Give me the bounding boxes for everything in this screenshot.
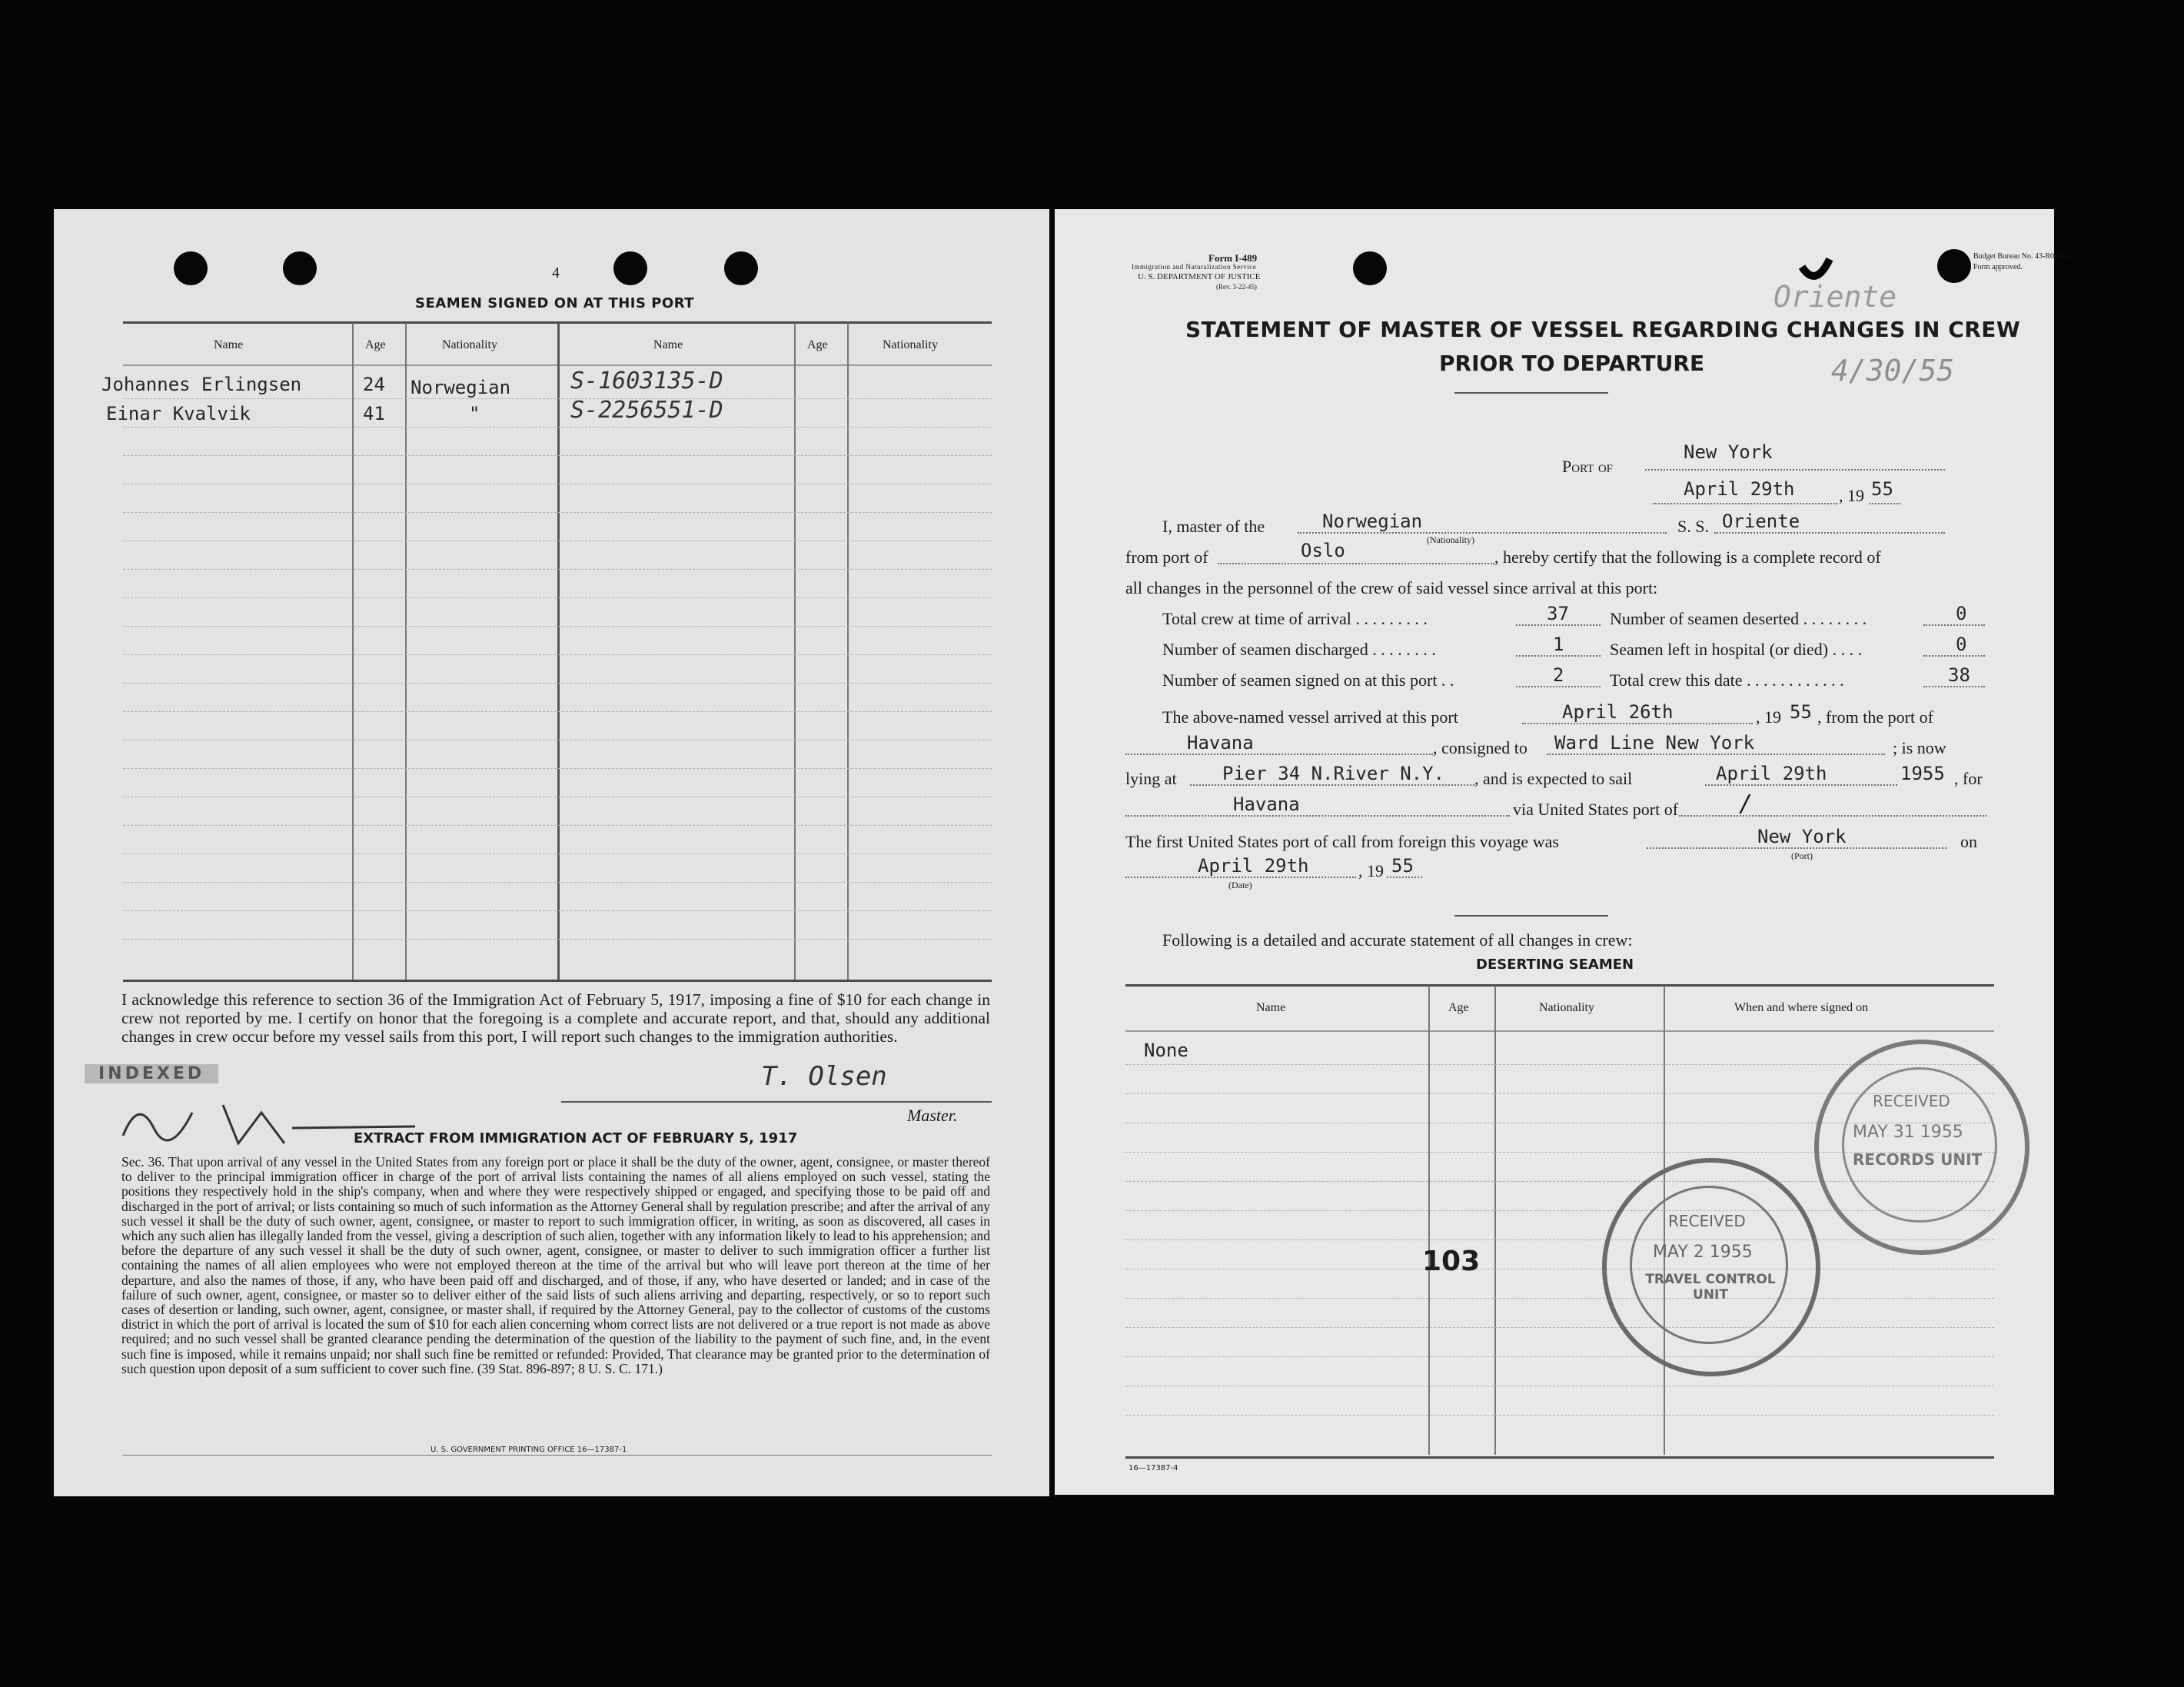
year-prefix: , 19 [1839,486,1864,505]
year-line [1870,503,1900,504]
seaman-document-number: S-2256551-D [570,397,723,424]
hospital-line [1923,655,1985,657]
row-rule [123,768,992,769]
total-arrival-line [1516,624,1601,626]
col-header-nationality: Nationality [442,338,497,351]
form-number: Form I-489 [1208,252,1258,264]
crew-age: 41 [363,403,385,424]
col-header-nationality: Nationality [883,338,938,351]
first-port-label: The first United States port of call from foreign this voyage was [1125,832,1559,851]
signed-on-line [1516,686,1601,687]
col-divider [1428,986,1430,1455]
extract-text: Sec. 36. That upon arrival of any vessel in the United States from any foreign port or place it shall be the duty of the owner, agent, consignee, or master thereof to deliver to the principal immigration officer in charge of the port of arrival lists containing the names of all aliens employed on such vessel, stating the positions they respectively hold in the ship's company, when and where they were respectively shipped or engaged, and specifying those to be paid off and discharged in the port of arrival; or lists containing so much of such information as the Attorney General shall by regulation prescribe; and after the arrival of any such vessel it shall be the duty of such owner, agent, consignee, or master to report to such immigration officer, in writing, as soon as discovered, all cases in which any such alien has illegally landed from the vessel, giving a description of such alien, together with any information likely to lead to his apprehension; and before the departure of any such vessel it shall be the duty of such owner, agent, consignee, or master to deliver to such immigration officer a further list containing the names of all alien employees who were not employed thereon at the time of the arrival but who will leave port thereon at the time of her departure, and also the names of those, if any, who have been paid off and discharged, and of those, if any, who have deserted or landed; and in case of the failure of such owner, agent, consignee, or master so to deliver either of the said lists of such aliens arriving and departing, respectively, or so to report such cases of desertion or landing, such owner, agent, consignee, or master shall, if required by the Attorney General, pay to the collector of customs of the customs district in which the port of arrival is located the sum of $10 for each alien concerning whom correct lists are not delivered or a true report is not made as above required; and no such vessel shall be granted clearance pending the determination of the question of the liability to the payment of such fine, and, in the event such fine is imposed, while it remains unpaid; nor shall such fine be remitted or refunded: Provided, That clearance may be granted prior to the determination of such question upon deposit of a sum sufficient to cover such fine. (39 Stat. 896-897; 8 U. S. C. 171.) [121,1154,990,1376]
deserting-name: None [1144,1040,1188,1061]
discharged-value: 1 [1553,634,1564,655]
row-rule [123,939,992,940]
master-signature: T. Olsen [761,1061,887,1092]
expected-label: , and is expected to sail [1474,769,1633,788]
signature-line [561,1101,992,1103]
row-rule [1125,1356,1994,1357]
port-caption: (Port) [1791,850,1813,861]
sail-year: 1955 [1900,763,1945,784]
col-header-signed-on: When and where signed on [1734,1001,1869,1014]
crew-name: Johannes Erlingsen [101,374,302,395]
arrived-year: 55 [1790,701,1812,723]
arrived-from-line [1125,754,1433,755]
row-rule [1125,1327,1994,1328]
lying-at-value: Pier 34 N.River N.Y. [1222,763,1444,784]
from-port-line [1218,563,1494,564]
total-crew-label: Total crew this date . . . . . . . . . . . . [1610,670,1844,690]
arrived-label: The above-named vessel arrived at this port [1162,707,1458,727]
year-value: 55 [1871,478,1893,500]
travel-control-stamp: RECEIVED MAY 2 1955 TRAVEL CONTROL UNIT [1602,1158,1820,1376]
footer-rule [123,1455,992,1456]
total-arrival-label: Total crew at time of arrival . . . . . . . . . [1162,609,1428,628]
row-rule [1125,1415,1994,1416]
left-page [54,209,1049,1496]
certify-text-2: all changes in the personnel of the crew of said vessel since arrival at this port: [1125,578,1658,597]
section-rule [1454,915,1608,917]
row-rule [123,711,992,712]
form-title: STATEMENT OF MASTER OF VESSEL REGARDING CHANGES IN CREW [1185,317,2021,342]
destination: Havana [1233,794,1300,815]
crew-nationality: " [469,403,480,424]
arrived-date-line [1522,723,1753,724]
handwritten-date: 4/30/55 [1831,354,1955,388]
via-label: via United States port of [1513,800,1679,819]
for-label: , for [1954,769,1983,788]
discharged-line [1516,655,1601,657]
col-divider [1494,986,1496,1455]
first-port-year-line [1387,877,1422,878]
is-now-label: ; is now [1893,738,1946,757]
hospital-value: 0 [1956,634,1967,655]
row-rule [123,825,992,826]
department-line: U. S. DEPARTMENT OF JUSTICE [1138,272,1261,281]
approval-note: Form approved. [1973,263,2023,271]
total-arrival-value: 37 [1547,603,1569,624]
punch-hole-icon [283,251,317,285]
row-rule [123,512,992,513]
row-rule [123,683,992,684]
arrived-year-prefix: , 19 [1756,707,1781,727]
nationality-value: Norwegian [1322,511,1423,532]
port-line [1645,469,1945,471]
consignee-line [1547,754,1885,755]
first-port-date: April 29th [1198,855,1309,877]
punch-hole-icon [613,251,647,285]
col-header-name: Name [214,338,244,351]
col-header-name: Name [653,338,683,351]
deserted-label: Number of seamen deserted . . . . . . . . [1610,609,1867,628]
col-header-nationality: Nationality [1539,1001,1594,1014]
from-port-value: Oslo [1301,540,1345,561]
agency-line: Immigration and Naturalization Service [1132,263,1257,271]
hospital-label: Seamen left in hospital (or died) . . . . [1610,640,1863,659]
row-rule [123,853,992,854]
row-rule [123,427,992,428]
col-divider [352,323,354,980]
via-line [1679,815,1986,817]
col-header-age: Age [1448,1001,1469,1014]
row-rule [123,597,992,598]
nationality-line [1298,532,1667,534]
signed-on-label: Number of seamen signed on at this port . . [1162,670,1454,690]
date-value: April 29th [1684,478,1795,500]
date-line [1653,503,1837,504]
records-unit-stamp: RECEIVED MAY 31 1955 RECORDS UNIT [1814,1040,2029,1255]
table-bottom-rule [123,980,992,982]
col-header-age: Age [365,338,386,351]
seaman-document-number: S-1603135-D [570,368,723,394]
row-rule [1125,1239,1994,1240]
first-port-line [1647,847,1946,849]
first-port-value: New York [1757,826,1847,847]
crew-age: 24 [363,374,385,395]
certify-text: , hereby certify that the following is a complete record of [1494,547,1881,567]
port-of-label: Port of [1562,457,1614,476]
row-rule [123,882,992,883]
vessel-line [1714,532,1945,534]
sail-date-line [1705,784,1897,786]
lying-at-label: lying at [1125,769,1177,788]
col-divider [557,323,560,980]
first-port-year-prefix: , 19 [1358,861,1384,880]
punch-hole-icon [724,251,758,285]
via-value: / [1739,790,1754,817]
row-rule [123,626,992,627]
following-text: Following is a detailed and accurate statement of all changes in crew: [1162,930,1633,950]
page-number: 4 [552,265,560,281]
total-crew-value: 38 [1948,664,1970,686]
col-divider [794,323,796,980]
destination-line [1125,815,1510,817]
from-the-port-label: , from the port of [1817,707,1933,727]
deserting-title: DESERTING SEAMEN [1476,957,1634,973]
handwritten-ship: Oriente [1773,280,1897,314]
deserting-table-top [1125,984,1994,987]
col-header-name: Name [1256,1001,1286,1014]
master-label: Master. [907,1106,958,1125]
consignee: Ward Line New York [1554,732,1755,754]
from-port-label: from port of [1125,547,1208,567]
revision-date: (Rev. 3-22-45) [1216,283,1257,291]
col-header-age: Age [807,338,828,351]
punch-hole-icon [1353,251,1387,285]
master-of-label: I, master of the [1162,517,1265,536]
vessel-value: Oriente [1722,511,1800,532]
row-rule [123,910,992,911]
row-rule [1125,1298,1994,1299]
deserting-table-header-rule [1125,1030,1994,1032]
indexed-stamp: INDEXED [85,1064,218,1083]
budget-number: Budget Bureau No. 43-R060.1. [1973,252,2069,261]
first-port-year: 55 [1391,855,1414,877]
consigned-label: , consigned to [1433,738,1527,757]
arrived-from: Havana [1187,732,1254,754]
total-crew-line [1923,686,1985,687]
sail-date: April 29th [1716,763,1827,784]
on-label: on [1960,832,1977,851]
crew-nationality: Norwegian [411,377,511,398]
extract-title: EXTRACT FROM IMMIGRATION ACT OF FEBRUARY 5, 1917 [354,1130,798,1146]
deserting-table-bottom [1125,1456,1994,1459]
punch-hole-icon [174,251,208,285]
punch-hole-icon [1937,249,1971,283]
col-divider [847,323,849,980]
crew-name: Einar Kvalvik [106,403,251,424]
form-subtitle: PRIOR TO DEPARTURE [1439,351,1705,376]
deserted-line [1923,624,1985,626]
title-rule [1454,392,1608,394]
right-page [1055,209,2069,1495]
nationality-caption: (Nationality) [1427,534,1474,545]
page-stamp-number: 103 [1422,1246,1481,1277]
signed-on-value: 2 [1553,664,1564,686]
lying-at-line [1190,784,1474,786]
row-rule [123,455,992,456]
section-title: SEAMEN SIGNED ON AT THIS PORT [415,295,695,311]
deserted-value: 0 [1956,603,1967,624]
port-value: New York [1684,441,1773,463]
col-divider [405,323,407,980]
first-port-date-line [1125,877,1356,878]
row-rule [123,398,992,399]
printing-code: 16—17387-4 [1129,1464,1178,1472]
row-rule [123,654,992,655]
arrived-date: April 26th [1562,701,1674,723]
ss-label: S. S. [1677,517,1709,536]
discharged-label: Number of seamen discharged . . . . . . . . [1162,640,1436,659]
acknowledgement-text: I acknowledge this reference to section 36 of the Immigration Act of February 5, 1917, imposing a fine of $10 for each change in crew not reported by me. I certify on honor that the foregoing is a complete and accurate report, and that, should any additional changes in crew occur before my vessel sails from this port, I will report such changes to the immigration authorities. [121,990,990,1046]
row-rule [123,569,992,570]
printing-office: U. S. GOVERNMENT PRINTING OFFICE 16—17387-1 [430,1446,627,1454]
date-caption: (Date) [1228,880,1252,890]
